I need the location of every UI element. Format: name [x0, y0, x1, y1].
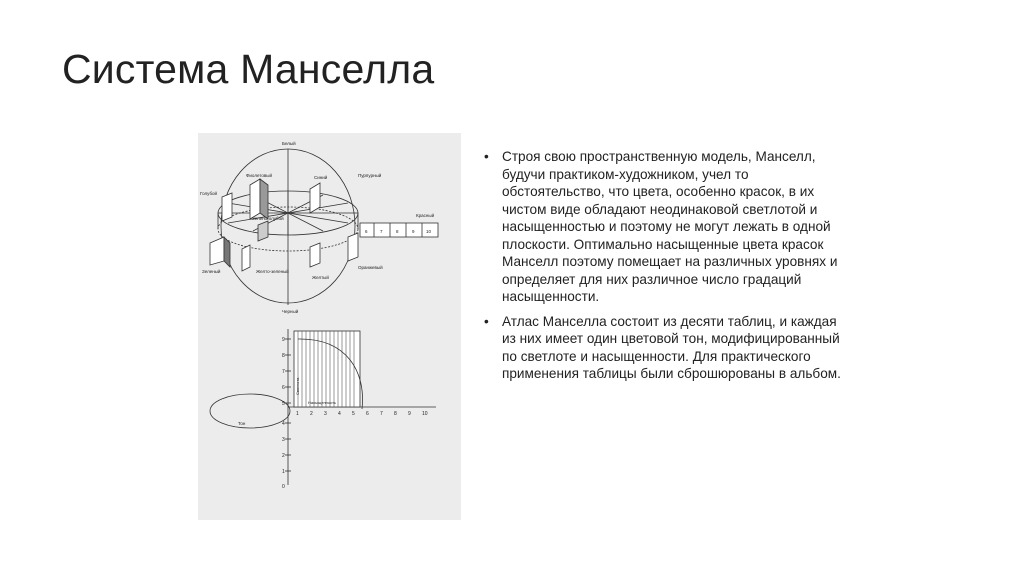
value-tick-6: 6: [282, 385, 285, 391]
munsell-illustration: [198, 133, 461, 520]
value-tick-9: 9: [282, 337, 285, 343]
chroma-scale-9: 9: [412, 229, 415, 234]
value-tick-2: 2: [282, 453, 285, 459]
chroma-tick-8: 8: [394, 411, 397, 417]
value-tick-5: 5: [282, 401, 285, 407]
chroma-tick-7: 7: [380, 411, 383, 417]
label-yellow: Желтый: [312, 275, 329, 280]
label-violet: Фиолетовый: [246, 173, 272, 178]
chroma-scale-7: 7: [380, 229, 383, 234]
value-tick-8: 8: [282, 353, 285, 359]
label-white: Белый: [282, 141, 296, 146]
chroma-tick-1: 1: [296, 411, 299, 417]
chroma-tick-2: 2: [310, 411, 313, 417]
bullet-item: [482, 313, 854, 383]
bullet-marker: •: [484, 313, 489, 329]
label-blue: Синий: [314, 175, 328, 180]
value-tick-4: 4: [282, 421, 285, 427]
chroma-scale-6: 6: [365, 229, 368, 234]
chroma-scale-8: 8: [396, 229, 399, 234]
bullet-list: [482, 148, 854, 390]
label-yellow-green: Желто-зеленый: [256, 269, 289, 274]
bullet-text: Атлас Манселла состоит из десяти таблиц, и каждая из них имеет один цветовой тон, модифицированный по светлоте и насыщенности. Для практического применения таблицы были сброшюрованы в альбом.: [502, 313, 841, 381]
hue-page-diagram: [210, 329, 436, 485]
value-tick-7: 7: [282, 369, 285, 375]
chroma-tick-3: 3: [324, 411, 327, 417]
chroma-tick-9: 9: [408, 411, 411, 417]
bullet-marker: •: [484, 149, 489, 164]
chroma-axis-label: Насыщенность: [308, 400, 337, 405]
value-tick-3: 3: [282, 437, 285, 443]
label-cyan: Голубой: [200, 191, 218, 196]
chroma-tick-10: 10: [422, 411, 428, 417]
bullet-item: [482, 148, 854, 306]
bullet-text: Строя свою пространственную модель, Манселл, будучи практиком-художником, учел то обстоятельство, что цвета, особенно красок, в их чистом виде обладают неодинаковой светлотой и насыщенностью и поэтому не могут лежать в одной плоскости. Оптимально насыщенные цвета красок Манселл поэтому помещает на различных уровнях и определяет для них различное число градаций насыщенности.: [502, 149, 838, 304]
label-red: Красный: [416, 213, 435, 218]
label-black: Черный: [282, 309, 299, 314]
chroma-scale-10: 10: [426, 229, 432, 234]
slide-title: Система Манселла: [62, 46, 435, 92]
color-solid-diagram: [210, 149, 438, 305]
chroma-tick-4: 4: [338, 411, 341, 417]
chroma-tick-6: 6: [366, 411, 369, 417]
chroma-tick-5: 5: [352, 411, 355, 417]
value-axis-label: Светлота: [295, 377, 300, 395]
label-orange: Оранжевый: [358, 265, 383, 270]
value-tick-0: 0: [282, 484, 285, 490]
value-tick-1: 1: [282, 469, 285, 475]
label-green: Зеленый: [202, 269, 221, 274]
label-purple: Пурпурный: [358, 173, 382, 178]
label-blue-green: Зеленоголубой: [252, 216, 284, 221]
munsell-figure: [198, 133, 461, 520]
hue-label: Тон: [238, 421, 246, 426]
